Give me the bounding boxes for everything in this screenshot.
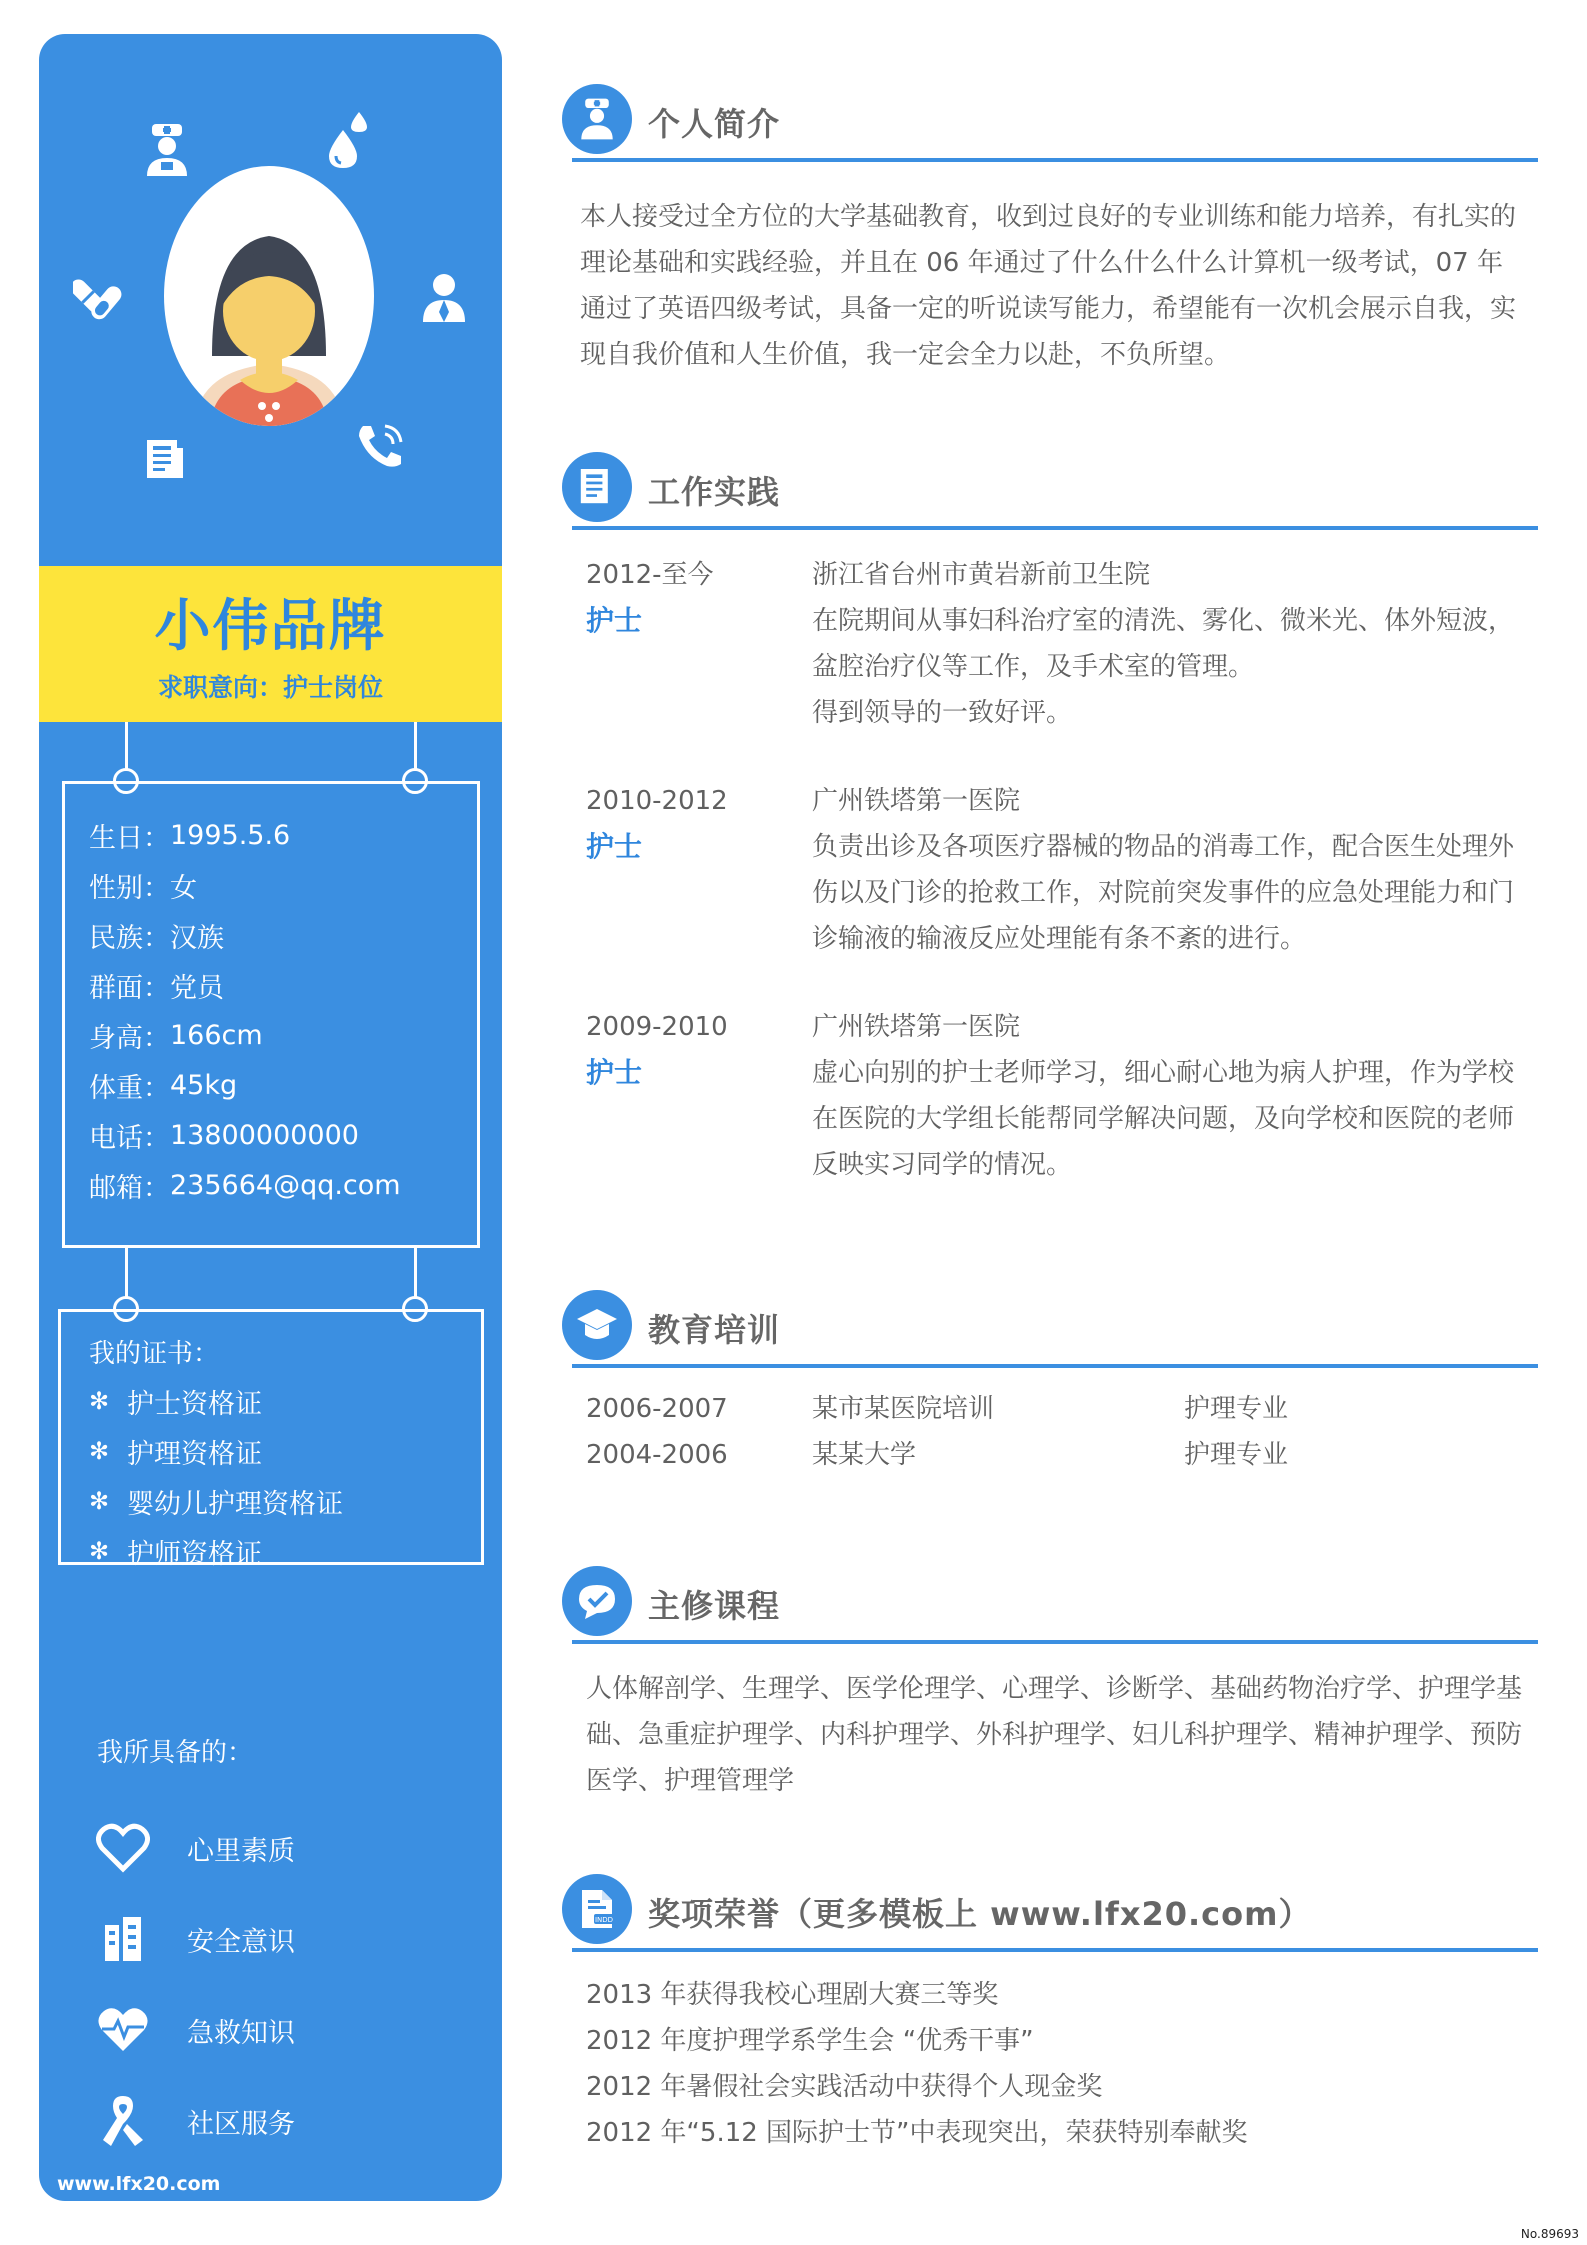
- certificates-title: 我的证书：: [89, 1338, 220, 1369]
- info-label: 群面：: [89, 972, 170, 1004]
- info-label: 邮箱：: [89, 1172, 170, 1204]
- education-row: [562, 1386, 1538, 1432]
- skill-label: 心里素质: [187, 1835, 295, 1867]
- section-awards: [562, 1874, 1538, 2156]
- award-item: 2012 年暑假社会实践活动中获得个人现金奖: [586, 2072, 1103, 2102]
- education-row: [562, 1432, 1538, 1478]
- chat-check-icon: [562, 1566, 632, 1636]
- page-number: No.89693: [1520, 2227, 1579, 2241]
- info-value: 党员: [170, 972, 224, 1004]
- svg-text:INDD: INDD: [594, 1916, 614, 1924]
- pills-icon: [73, 272, 123, 326]
- job-list: [562, 552, 1538, 1188]
- certificates-list: [89, 1376, 481, 1576]
- indd-file-icon: [562, 1874, 632, 1944]
- avatar-illustration: [164, 166, 374, 426]
- skill-item: [95, 1820, 295, 1876]
- job-intent: 求职意向：护士岗位: [157, 673, 383, 702]
- candidate-name: 小伟品牌: [154, 594, 387, 659]
- job-details: [812, 552, 1538, 736]
- section-courses: [562, 1566, 1538, 1804]
- section-title: 教育培训: [648, 1311, 781, 1349]
- award-item: 2013 年获得我校心理剧大赛三等奖: [586, 1980, 999, 2010]
- education-list: [562, 1386, 1538, 1478]
- certificate-name: 护理资格证: [127, 1438, 262, 1470]
- info-row: [89, 1060, 477, 1110]
- doctor-icon: [421, 272, 467, 324]
- info-label: 身高：: [89, 1022, 170, 1054]
- profile-text: 本人接受过全方位的大学基础教育，收到过良好的专业训练和能力培养，有扎实的理论基础和实践经验，并且在 06 年通过了什么什么什么计算机一级考试，07 年通过了英语四级考试，具备一定的听说读写能力，希望能有一次机会展示自我，实现自我价值和人生价值，我一定会全力以赴，不负所望。: [580, 202, 1517, 370]
- certificate-item: [89, 1376, 481, 1426]
- info-row: [89, 910, 477, 960]
- info-value: 1995.5.6: [170, 819, 291, 851]
- skill-label: 社区服务: [187, 2108, 295, 2140]
- document-icon: [562, 452, 632, 522]
- info-row: [89, 860, 477, 910]
- info-row: [89, 1110, 477, 1160]
- skill-label: 安全意识: [187, 1926, 295, 1958]
- drop-icon: [327, 110, 371, 170]
- personal-info-list: [89, 810, 477, 1210]
- info-row: [89, 1010, 477, 1060]
- job-meta: [586, 778, 812, 962]
- job-description: 虚心向别的护士老师学习，细心耐心地为病人护理，作为学校在医院的大学组长能帮同学解决问题，及向学校和医院的老师反映实习同学的情况。: [812, 1058, 1515, 1180]
- job-details: [812, 1004, 1538, 1188]
- skill-item: [95, 2002, 295, 2058]
- education-period: 2004-2006: [586, 1440, 728, 1470]
- info-label: 电话：: [89, 1122, 170, 1154]
- section-title: 主修课程: [648, 1587, 781, 1625]
- info-row: [89, 810, 477, 860]
- education-major: 护理专业: [1184, 1440, 1289, 1470]
- info-label: 性别：: [89, 872, 170, 904]
- footer-url: www.lfx20.com: [57, 2173, 221, 2195]
- skills-title: 我所具备的：: [97, 1738, 254, 1768]
- education-major: 护理专业: [1184, 1394, 1289, 1424]
- job-role: 护士: [586, 1056, 643, 1089]
- certificate-item: [89, 1426, 481, 1476]
- nurse-icon: [562, 84, 632, 154]
- info-row: [89, 960, 477, 1010]
- info-value: 166cm: [170, 1019, 263, 1051]
- section-divider: [572, 1948, 1538, 1952]
- heartbeat-icon: [96, 2005, 150, 2055]
- courses-text: 人体解剖学、生理学、医学伦理学、心理学、诊断学、基础药物治疗学、护理学基础、急重症护理学、内科护理学、外科护理学、妇儿科护理学、精神护理学、预防医学、护理管理学: [586, 1674, 1523, 1796]
- job-details: [812, 778, 1538, 962]
- building-icon: [101, 1915, 145, 1963]
- job-role: 护士: [586, 604, 643, 637]
- sidebar: [39, 34, 502, 2201]
- award-item: 2012 年“5.12 国际护士节”中表现突出，荣获特别奉献奖: [586, 2118, 1248, 2148]
- certificate-name: 护师资格证: [127, 1538, 262, 1570]
- job-note: 得到领导的一致好评。: [812, 698, 1073, 728]
- certificate-name: 护士资格证: [127, 1388, 262, 1420]
- section-divider: [572, 1640, 1538, 1644]
- info-value: 235664@qq.com: [170, 1169, 401, 1201]
- job-entry: [562, 778, 1538, 962]
- info-label: 体重：: [89, 1072, 170, 1104]
- job-organization: 广州铁塔第一医院: [812, 786, 1021, 816]
- job-period: 2009-2010: [586, 1012, 728, 1042]
- section-divider: [572, 1364, 1538, 1368]
- section-title: 个人简介: [648, 105, 781, 143]
- bullet-icon: ✻: [89, 1437, 110, 1465]
- section-divider: [572, 158, 1538, 162]
- section-profile: [562, 84, 1538, 378]
- document-icon: [145, 438, 185, 482]
- phone-icon: [355, 422, 405, 470]
- job-entry: [562, 1004, 1538, 1188]
- job-entry: [562, 552, 1538, 736]
- heart-icon: [96, 1823, 150, 1873]
- certificate-item: [89, 1526, 481, 1576]
- skill-label: 急救知识: [187, 2017, 295, 2049]
- education-school: 某市某医院培训: [812, 1394, 995, 1424]
- certificates-box: [58, 1309, 484, 1570]
- education-period: 2006-2007: [586, 1394, 728, 1424]
- job-meta: [586, 1004, 812, 1188]
- awards-list: [562, 1972, 1538, 2156]
- job-organization: 广州铁塔第一医院: [812, 1012, 1021, 1042]
- info-row: [89, 1160, 477, 1210]
- section-education: [562, 1290, 1538, 1478]
- bullet-icon: ✻: [89, 1537, 110, 1565]
- certificate-item: [89, 1476, 481, 1526]
- section-title: 奖项荣誉（更多模板上 www.lfx20.com）: [648, 1895, 1312, 1933]
- info-label: 民族：: [89, 922, 170, 954]
- info-value: 45kg: [170, 1069, 238, 1101]
- bullet-icon: ✻: [89, 1387, 110, 1415]
- skill-item: [95, 1911, 295, 1967]
- info-value: 13800000000: [170, 1119, 359, 1151]
- education-school: 某某大学: [812, 1440, 917, 1470]
- nurse-icon: [143, 122, 191, 178]
- graduation-cap-icon: [562, 1290, 632, 1360]
- info-value: 女: [170, 872, 197, 904]
- avatar: [164, 166, 374, 426]
- job-role: 护士: [586, 830, 643, 863]
- skill-item: [95, 2093, 295, 2149]
- bullet-icon: ✻: [89, 1487, 110, 1515]
- certificate-name: 婴幼儿护理资格证: [127, 1488, 343, 1520]
- info-value: 汉族: [170, 922, 224, 954]
- name-banner: [39, 566, 502, 722]
- job-period: 2012-至今: [586, 560, 714, 590]
- ribbon-icon: [101, 2094, 145, 2148]
- job-period: 2010-2012: [586, 786, 728, 816]
- job-description: 在院期间从事妇科治疗室的清洗、雾化、微米光、体外短波，盆腔治疗仪等工作，及手术室的管理。: [812, 606, 1515, 682]
- job-meta: [586, 552, 812, 736]
- award-item: 2012 年度护理学系学生会 “优秀干事”: [586, 2026, 1034, 2056]
- job-organization: 浙江省台州市黄岩新前卫生院: [812, 560, 1151, 590]
- personal-info-box: [62, 781, 480, 1248]
- section-work: [562, 452, 1538, 1230]
- info-label: 生日：: [89, 822, 170, 854]
- job-description: 负责出诊及各项医疗器械的物品的消毒工作，配合医生处理外伤以及门诊的抢救工作，对院前突发事件的应急处理能力和门诊输液的输液反应处理能有条不紊的进行。: [812, 832, 1515, 954]
- section-divider: [572, 526, 1538, 530]
- section-title: 工作实践: [648, 473, 781, 511]
